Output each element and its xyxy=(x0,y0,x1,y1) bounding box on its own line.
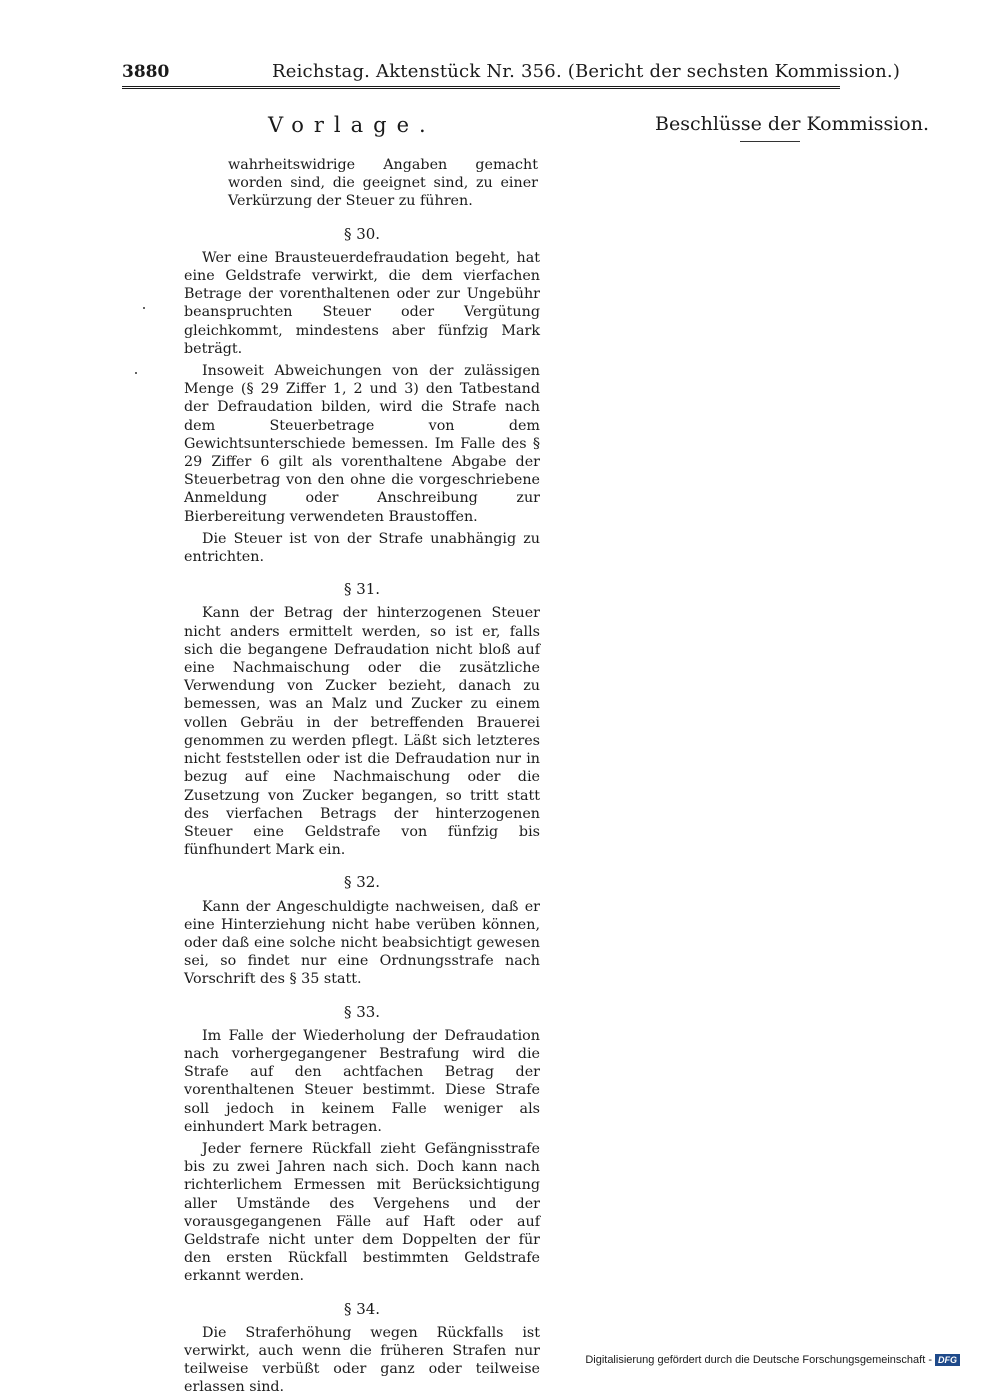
bill-text-column xyxy=(184,156,540,1397)
section-heading-33: § 33. xyxy=(343,1002,381,1021)
dfg-logo: DFG xyxy=(935,1354,960,1366)
section-32-paragraph-1: Kann der Angeschuldigte nachweisen, daß er eine Hinterziehung nicht habe verüben können, oder daß eine solche nicht beabsichtigt gewesen sei, so findet nur eine Ordnungsstrafe nach Vorschrift des § 35 statt. xyxy=(184,898,540,988)
section-heading-34: § 34. xyxy=(343,1299,381,1318)
page-number: 3880 xyxy=(122,62,170,82)
section-30-paragraph-1: Wer eine Brausteuerdefraudation begeht, hat eine Geldstrafe verwirkt, die dem vierfachen Betrage der vorenthaltenen oder zur Ungebühr beanspruchten Steuer oder Vergütung gleichkommt, mindestens aber fünfzig Mark beträgt. xyxy=(184,249,540,357)
right-column-rule xyxy=(740,141,800,142)
section-31-paragraph-1: Kann der Betrag der hinterzogenen Steuer nicht anders ermittelt werden, so ist er, falls sich die begangene Defraudation nicht bloß auf eine Nachmaischung oder die zusätzliche Verwendung von Zucker bezieht, danach zu bemessen, was an Malz und Zucker zu einem vollen Gebräu in der betreffenden Brauerei genommen zu werden pflegt. Läßt sich letzteres nicht feststellen oder ist die Defraudation nur in bezug auf eine Nachmaischung oder die Zusetzung von Zucker begangen, so tritt statt des vierfachen Betrags der hinterzogenen Steuer eine Geldstrafe von fünfzig bis fünfhundert Mark ein. xyxy=(184,605,540,859)
running-header xyxy=(122,60,901,89)
footer-text: Digitalisierung gefördert durch die Deutsche Forschungsgemeinschaft - xyxy=(585,1354,932,1366)
stray-mark xyxy=(135,372,137,374)
section-heading-30: § 30. xyxy=(343,224,381,243)
section-33-paragraph-1: Im Falle der Wiederholung der Defraudation nach vorhergegangener Bestrafung wird die Strafe auf den achtfachen Betrag der vorenthaltenen Steuer bestimmt. Diese Strafe soll jedoch in keinem Falle weniger als einhundert Mark betragen. xyxy=(184,1027,540,1135)
section-heading-32: § 32. xyxy=(343,873,381,892)
intro-paragraph: wahrheitswidrige Angaben gemacht worden sind, die geeignet sind, zu einer Verkürzung der Steuer zu führen. xyxy=(228,157,538,210)
left-column-title: Vorlage. xyxy=(268,113,436,137)
digitization-footer xyxy=(585,1354,960,1366)
section-heading-31: § 31. xyxy=(343,580,381,599)
right-column-title: Beschlüsse der Kommission. xyxy=(655,113,929,135)
section-30-paragraph-3: Die Steuer ist von der Strafe unabhängig zu entrichten. xyxy=(184,530,540,566)
section-33-paragraph-2: Jeder fernere Rückfall zieht Gefängnisstrafe bis zu zwei Jahren nach sich. Doch kann nach richterlichem Ermessen mit Berücksichtigung aller Umstände des Vergehens und der vorausgegangenen Fälle auf Haft oder auf Geldstrafe nicht unter dem Doppelten der für den ersten Rückfall bestimmten Geldstrafe erkannt werden. xyxy=(184,1140,540,1285)
running-title: Reichstag. Aktenstück Nr. 356. (Bericht der sechsten Kommission.) xyxy=(272,61,901,82)
section-30-paragraph-2: Insoweit Abweichungen von der zulässigen Menge (§ 29 Ziffer 1, 2 und 3) den Tatbestand der Defraudation bilden, wird die Strafe nach dem Steuerbetrage von dem Gewichtsunterschiede bemessen. Im Falle des § 29 Ziffer 6 gilt als vorenthaltene Abgabe der Steuerbetrag von den ohne die vorgeschriebene Anmeldung oder Anschreibung zur Bierbereitung verwendeten Braustoffen. xyxy=(184,363,540,525)
section-34-paragraph-1: Die Straferhöhung wegen Rückfalls ist verwirkt, auch wenn die früheren Strafen nur teilweise verbüßt oder ganz oder teilweise erlassen sind. xyxy=(184,1324,540,1396)
stray-mark xyxy=(143,307,145,309)
